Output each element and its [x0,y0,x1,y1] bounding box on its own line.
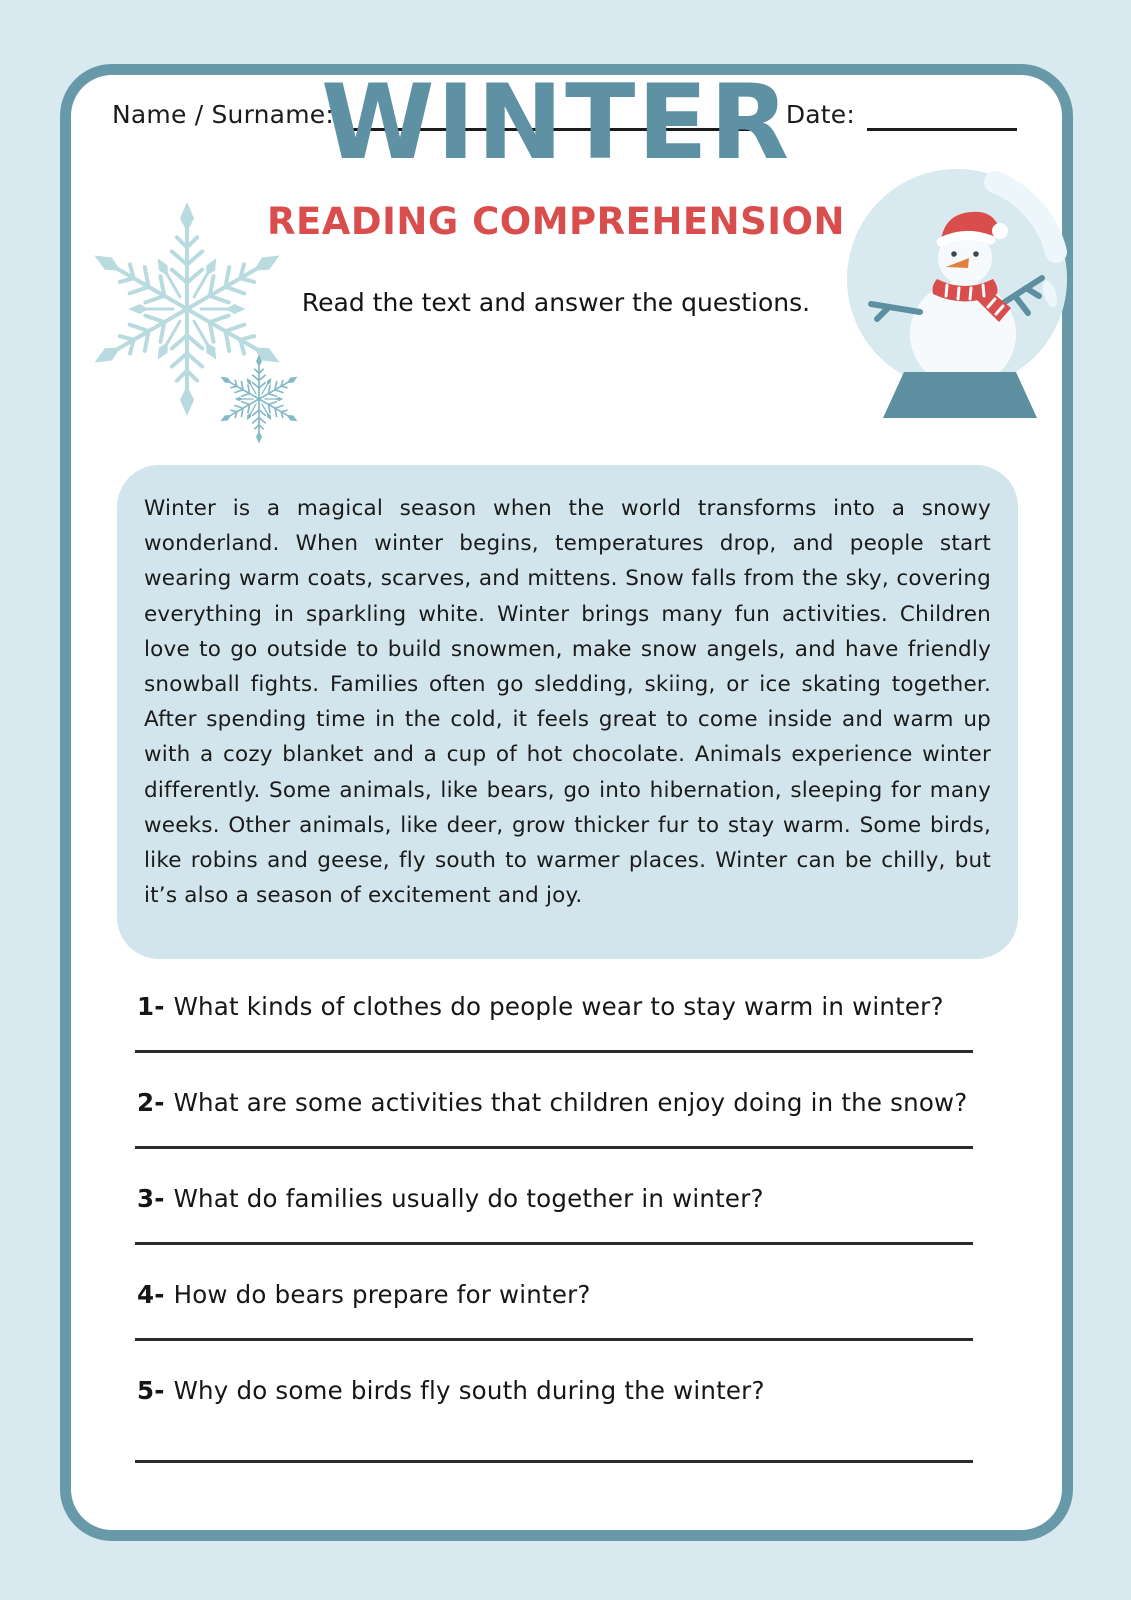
worksheet-subtitle: READING COMPREHENSION [267,200,845,243]
answer-line-2[interactable] [135,1146,973,1149]
answer-line-3[interactable] [135,1242,973,1245]
answer-line-1[interactable] [135,1050,973,1053]
answer-line-5[interactable] [135,1460,973,1463]
question-text: How do bears prepare for winter? [173,1280,591,1309]
question-row-3 [137,1184,997,1213]
question-text: Why do some birds fly south during the winter? [173,1376,765,1405]
question-number: 4- [137,1280,165,1309]
answer-line-4[interactable] [135,1338,973,1341]
passage-box [117,465,1018,959]
name-surname-label: Name / Surname: [112,100,334,129]
question-row-2 [137,1088,997,1117]
question-row-1 [137,992,997,1021]
passage-text: Winter is a magical season when the world transforms into a snowy wonderland. When winter begins, temperatures drop, and people start wearing warm coats, scarves, and mittens. Snow falls from the sky, covering everything in sparkling white. Winter brings many fun activities. Children love to go outside to build snowmen, make snow angels, and have friendly snowball fights. Families often go sledding, skiing, or ice skating together. After spending time in the cold, it feels great to come inside and warm up with a cozy blanket and a cup of hot chocolate. Animals experience winter differently. Some animals, like bears, go into hibernation, sleeping for many weeks. Other animals, like deer, grow thicker fur to stay warm. Some birds, like robins and geese, fly south to warmer places. Winter can be chilly, but it’s also a season of excitement and joy. [144,496,991,909]
date-label: Date: [785,100,855,129]
snowflake-small-icon [212,352,306,446]
question-number: 5- [137,1376,165,1405]
question-number: 1- [137,992,165,1021]
snow-globe-snowman-icon [845,166,1073,422]
question-row-4 [137,1280,997,1309]
question-text: What do families usually do together in winter? [173,1184,764,1213]
question-text: What are some activities that children enjoy doing in the snow? [173,1088,968,1117]
question-text: What kinds of clothes do people wear to stay warm in winter? [173,992,944,1021]
question-row-5 [137,1376,997,1405]
instruction-text: Read the text and answer the questions. [301,288,811,317]
question-number: 3- [137,1184,165,1213]
question-number: 2- [137,1088,165,1117]
worksheet-title: WINTER [320,63,792,183]
